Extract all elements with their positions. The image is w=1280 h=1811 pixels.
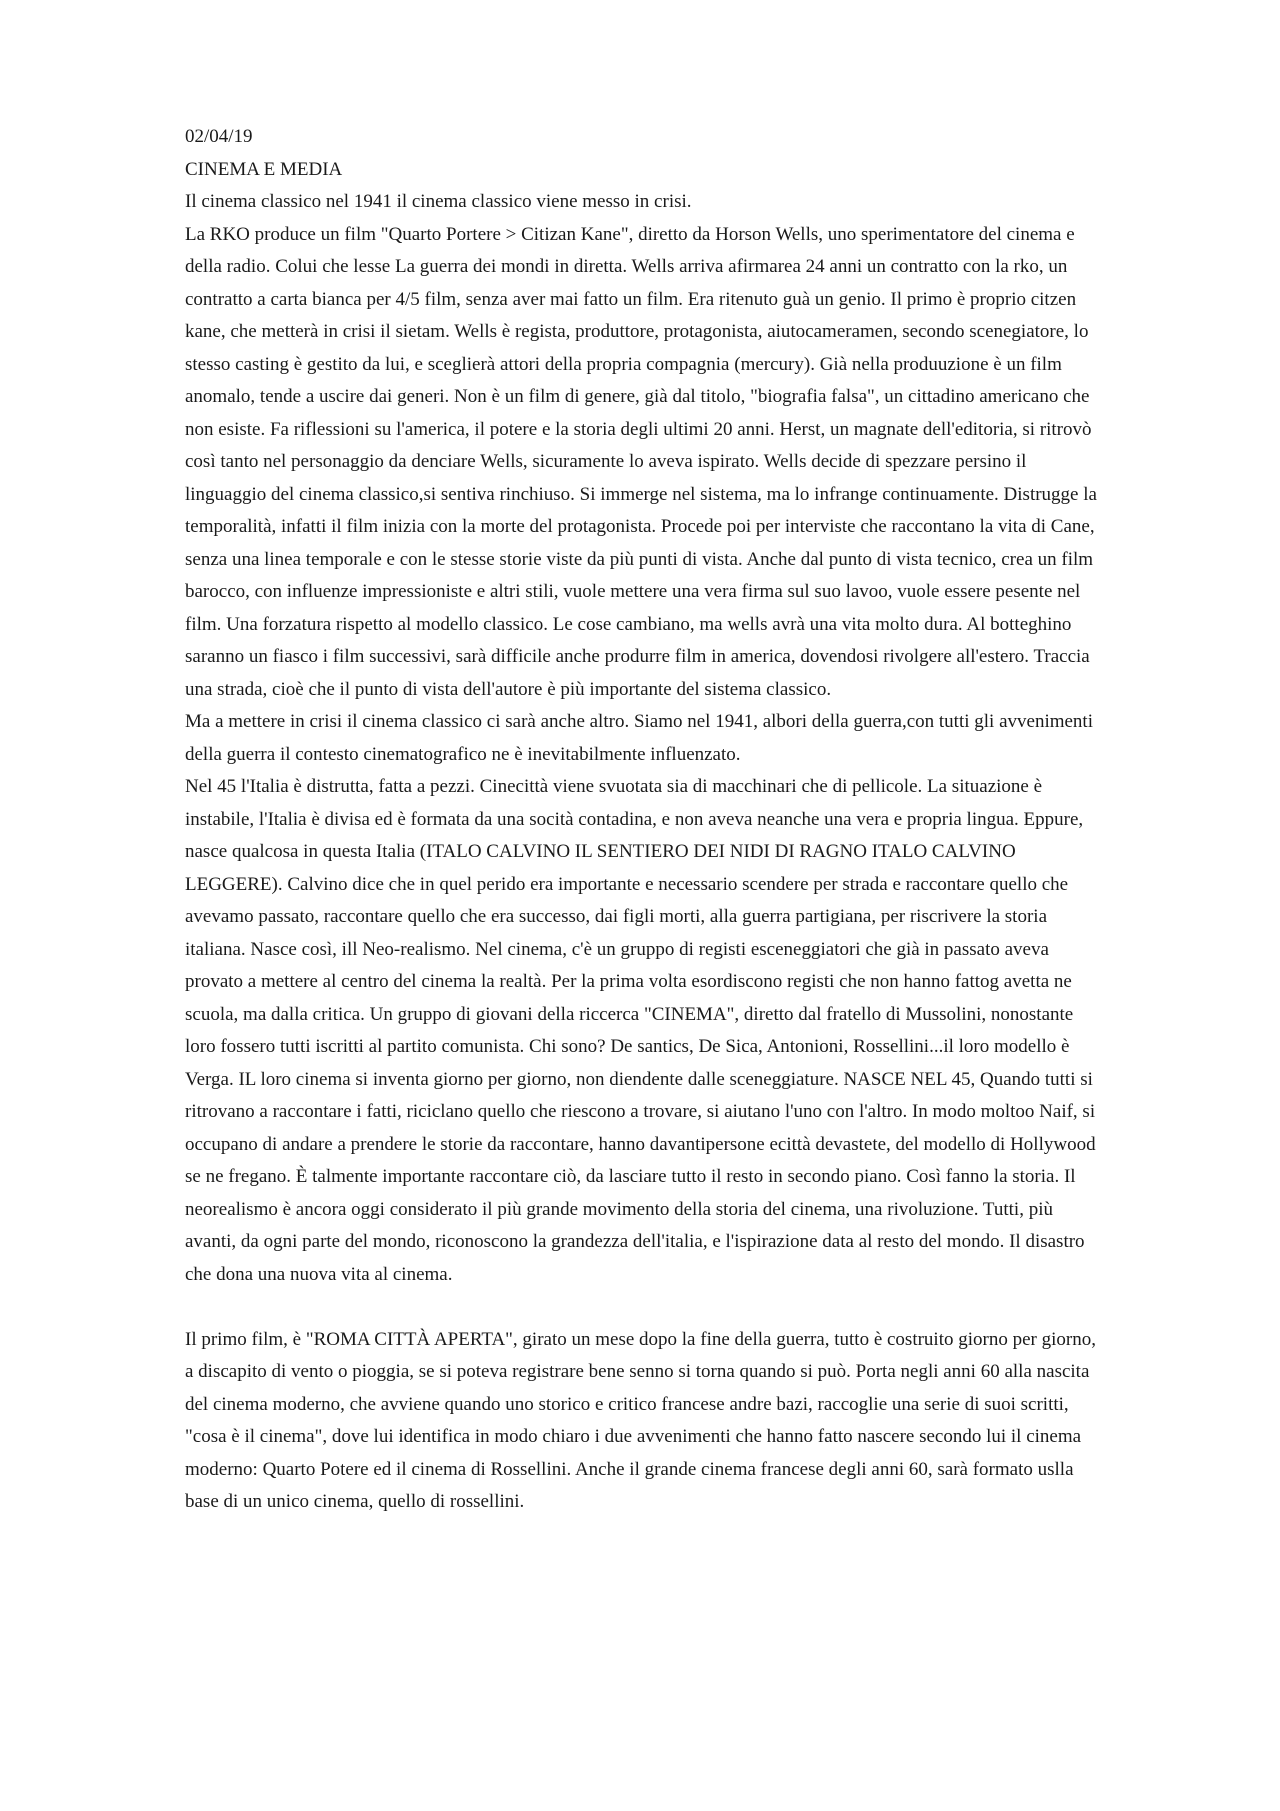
document-date: 02/04/19 <box>185 126 253 147</box>
paragraph-war-crisis: Ma a mettere in crisi il cinema classico ci sarà anche altro. Siamo nel 1941, albori della guerra,con tutti gli avvenimenti della guerra il contesto cinematografico ne è inevitabilmente influenzato. <box>185 711 1093 765</box>
document-body <box>185 121 1097 1519</box>
paragraph-roma-citta-aperta: Il primo film, è "ROMA CITTÀ APERTA", girato un mese dopo la fine della guerra, tutto è costruito giorno per giorno, a discapito di vento o pioggia, se si poteva registrare bene senno si torna quando si può. Porta negli anni 60 alla nascita del cinema moderno, che avviene quando uno storico e critico francese andre bazi, raccoglie una serie di suoi scritti, "cosa è il cinema", dove lui identifica in modo chiaro i due avvenimenti che hanno fatto nascere secondo lui il cinema moderno: Quarto Potere ed il cinema di Rossellini. Anche il grande cinema francese degli anni 60, sarà formato uslla base di un unico cinema, quello di rossellini. <box>185 1328 1096 1512</box>
paragraph-spacer <box>185 1291 1097 1324</box>
paragraph-intro: Il cinema classico nel 1941 il cinema classico viene messo in crisi. <box>185 191 692 212</box>
document-title: CINEMA E MEDIA <box>185 158 343 180</box>
paragraph-neorealism: Nel 45 l'Italia è distrutta, fatta a pezzi. Cinecittà viene svuotata sia di macchinari che di pellicole. La situazione è instabile, l'Italia è divisa ed è formata da una socità contadina, e non aveva neanche una vera e propria lingua. Eppure, nasce qualcosa in questa Italia (ITALO CALVINO IL SENTIERO DEI NIDI DI RAGNO ITALO CALVINO LEGGERE). Calvino dice che in quel perido era importante e necessario scendere per strada e raccontare quello che avevamo passato, raccontare quello che era successo, dai figli morti, alla guerra partigiana, per riscrivere la storia italiana. Nasce così, ill Neo-realismo. Nel cinema, c'è un gruppo di registi esceneggiatori che già in passato aveva provato a mettere al centro del cinema la realtà. Per la prima volta esordiscono registi che non hanno fattog avetta ne scuola, ma dalla critica. Un gruppo di giovani della riccerca "CINEMA", diretto dal fratello di Mussolini, nonostante loro fossero tutti iscritti al partito comunista. Chi sono? De santics, De Sica, Antonioni, Rossellini...il loro modello è Verga. IL loro cinema si inventa giorno per giorno, non diendente dalle sceneggiature. NASCE NEL 45, Quando tutti si ritrovano a raccontare i fatti, riciclano quello che riescono a trovare, si aiutano l'uno con l'altro. In modo moltoo Naif, si occupano di andare a prendere le storie da raccontare, hanno davantipersone ecittà devastete, del modello di Hollywood se ne fregano. È talmente importante raccontare ciò, da lasciare tutto il resto in secondo piano. Così fanno la storia. Il neorealismo è ancora oggi considerato il più grande movimento della storia del cinema, una rivoluzione. Tutti, più avanti, da ogni parte del mondo, riconoscono la grandezza dell'italia, e l'ispirazione data al resto del mondo. Il disastro che dona una nuova vita al cinema. <box>185 776 1096 1285</box>
paragraph-citizen-kane: La RKO produce un film "Quarto Portere > Citizan Kane", diretto da Horson Wells, uno sperimentatore del cinema e della radio. Colui che lesse La guerra dei mondi in diretta. Wells arriva afirmarea 24 anni un contratto con la rko, un contratto a carta bianca per 4/5 film, senza aver mai fatto un film. Era ritenuto guà un genio. Il primo è proprio citzen kane, che metterà in crisi il sietam. Wells è regista, produttore, protagonista, aiutocameramen, secondo scenegiatore, lo stesso casting è gestito da lui, e sceglierà attori della propria compagnia (mercury). Già nella produuzione è un film anomalo, tende a uscire dai generi. Non è un film di genere, già dal titolo, "biografia falsa", un cittadino americano che non esiste. Fa riflessioni su l'america, il potere e la storia degli ultimi 20 anni. Herst, un magnate dell'editoria, si ritrovò così tanto nel personaggio da denciare Wells, sicuramente lo aveva ispirato. Wells decide di spezzare persino il linguaggio del cinema classico,si sentiva rinchiuso. Si immerge nel sistema, ma lo infrange continuamente. Distrugge la temporalità, infatti il film inizia con la morte del protagonista. Procede poi per interviste che raccontano la vita di Cane, senza una linea temporale e con le stesse storie viste da più punti di vista. Anche dal punto di vista tecnico, crea un film barocco, con influenze impressioniste e altri stili, vuole mettere una vera firma sul suo lavoo, vuole essere pesente nel film. Una forzatura rispetto al modello classico. Le cose cambiano, ma wells avrà una vita molto dura. Al botteghino saranno un fiasco i film successivi, sarà difficile anche produrre film in america, dovendosi rivolgere all'estero. Traccia una strada, cioè che il punto di vista dell'autore è più importante del sistema classico. <box>185 223 1097 700</box>
